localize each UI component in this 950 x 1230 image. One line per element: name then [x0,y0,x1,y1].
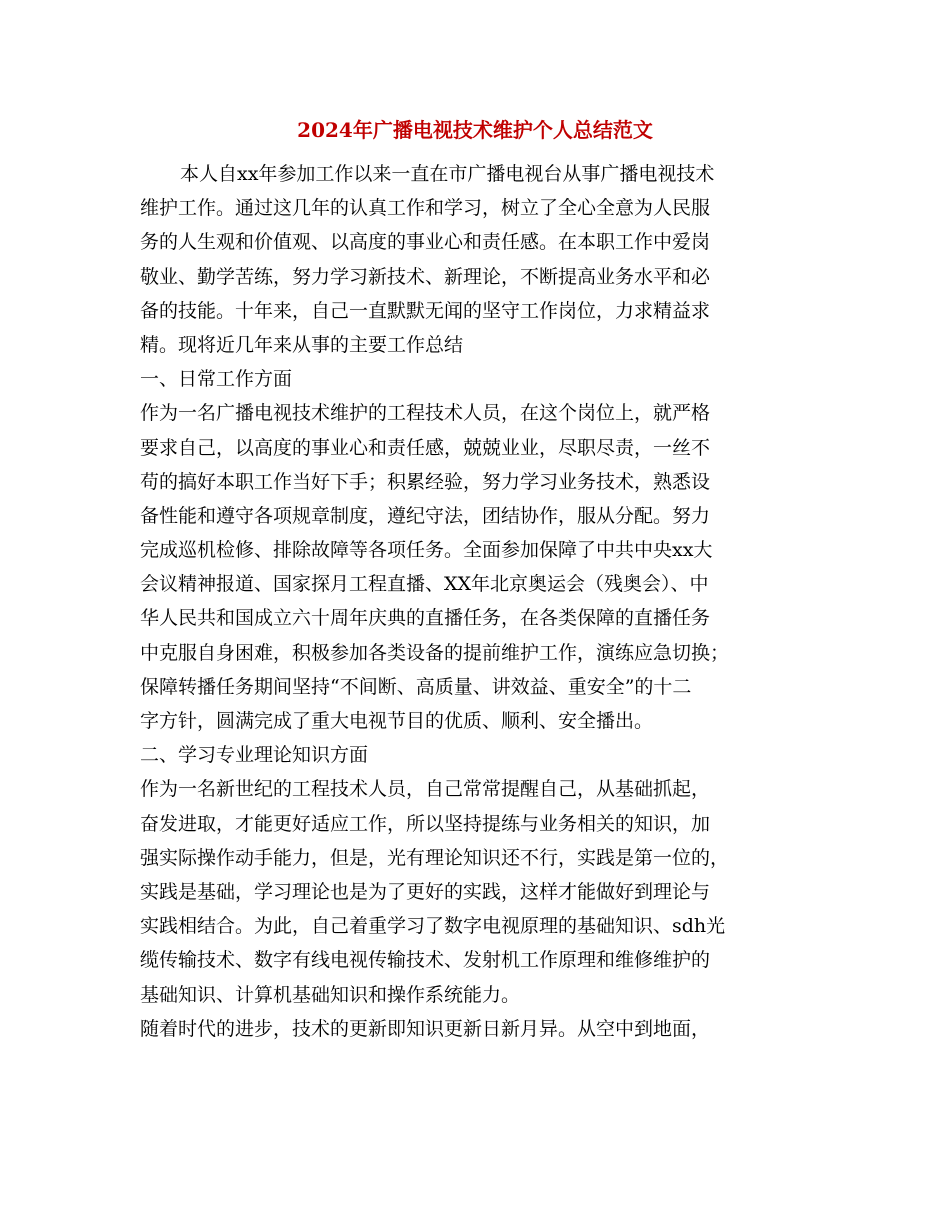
paragraph-line: 精。现将近几年来从事的主要工作总结 [140,333,464,356]
document-body [140,157,805,1046]
paragraph-line: 会议精神报道、国家探月工程直播、XX年北京奥运会（残奥会）、中 [140,573,709,596]
paragraph-line: 华人民共和国成立六十周年庆典的直播任务，在各类保障的直播任务 [140,607,711,630]
section-heading: 一、日常工作方面 [140,368,293,391]
paragraph-line: 备性能和遵守各项规章制度，遵纪守法，团结协作，服从分配。努力 [140,504,711,527]
paragraph-line: 强实际操作动手能力，但是，光有理论知识还不行，实践是第一位的， [140,846,730,869]
paragraph-line: 苟的搞好本职工作当好下手；积累经验，努力学习业务技术，熟悉设 [140,470,711,493]
paragraph-line: 备的技能。十年来，自己一直默默无闻的坚守工作岗位，力求精益求 [140,299,711,322]
paragraph-line: 作为一名广播电视技术维护的工程技术人员，在这个岗位上，就严格 [140,402,711,425]
paragraph-line: 实践是基础，学习理论也是为了更好的实践，这样才能做好到理论与 [140,880,711,903]
document-title: 2024年广播电视技术维护个人总结范文 [297,118,653,142]
paragraph-line: 随着时代的进步，技术的更新即知识更新日新月异。从空中到地面， [140,1017,711,1040]
paragraph-line: 基础知识、计算机基础知识和操作系统能力。 [140,983,521,1006]
paragraph-line: 缆传输技术、数字有线电视传输技术、发射机工作原理和维修维护的 [140,949,711,972]
section-heading: 二、学习专业理论知识方面 [140,744,369,767]
paragraph-line: 中克服自身困难，积极参加各类设备的提前维护工作，演练应急切换； [140,641,730,664]
paragraph-line: 作为一名新世纪的工程技术人员，自己常常提醒自己，从基础抓起， [140,778,711,801]
paragraph-line: 维护工作。通过这几年的认真工作和学习，树立了全心全意为人民服 [140,197,711,220]
paragraph-line: 完成巡机检修、排除故障等各项任务。全面参加保障了中共中央xx大 [140,539,713,562]
paragraph-line: 要求自己，以高度的事业心和责任感，兢兢业业，尽职尽责，一丝不 [140,436,711,459]
paragraph-line: 本人自xx年参加工作以来一直在市广播电视台从事广播电视技术 [180,163,715,185]
paragraph-line: 奋发进取，才能更好适应工作，所以坚持提练与业务相关的知识，加 [140,812,711,835]
paragraph-line: 保障转播任务期间坚持“不间断、高质量、讲效益、重安全”的十二 [140,675,692,698]
paragraph-line: 务的人生观和价值观、以高度的事业心和责任感。在本职工作中爱岗 [140,231,711,254]
paragraph-line: 敬业、勤学苦练，努力学习新技术、新理论，不断提高业务水平和必 [140,265,711,288]
paragraph-line: 实践相结合。为此，自己着重学习了数字电视原理的基础知识、sdh光 [140,915,726,938]
paragraph-line: 字方针，圆满完成了重大电视节目的优质、顺利、安全播出。 [140,710,654,732]
